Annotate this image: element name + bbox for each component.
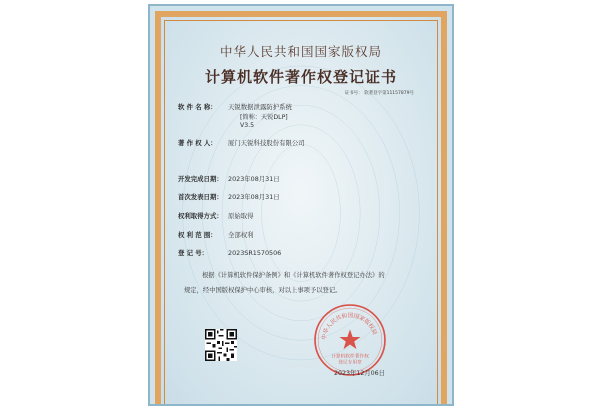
field-software-name [178,102,292,111]
field-value: 2023SR1570506 [228,249,282,257]
field-version: V3.5 [240,122,255,129]
field-short-name: [简称：天锐DLP] [240,114,288,121]
field-label: 登 记 号： [178,249,209,257]
certificate-number: 证书号： 软著登字第11157879号 [344,91,414,96]
field-value: 2023年08月31日 [228,193,280,201]
field-value: 全部权利 [228,231,254,239]
body-text-line-2: 规定，经中国版权保护中心审核，对以上事项予以登记。 [184,287,342,294]
field-label: 首次发表日期： [178,193,223,201]
body-text-line-1: 根据《计算机软件保护条例》和《计算机软件著作权登记办法》的 [202,272,385,279]
issuer-name: 中华人民共和国国家版权局 [219,44,382,59]
field-value: 天锐数据泄露防护系统 [228,103,292,111]
field-value: 原始取得 [228,212,254,220]
field-publication-date [178,192,280,201]
svg-text:计算机软件著作权: 计算机软件著作权 [331,354,369,360]
field-label: 软 件 名 称： [178,103,217,111]
field-label: 权 利 范 围： [178,231,217,239]
field-completion-date [178,174,280,183]
certificate-title: 计算机软件著作权登记证书 [204,68,397,86]
field-acquisition-method [178,211,254,220]
field-value: 2023年08月31日 [228,175,280,183]
certificate [148,4,454,406]
field-label: 著 作 权 人： [178,139,217,147]
field-value: 厦门天锐科技股份有限公司 [228,139,305,147]
field-label: 开发完成日期： [178,175,223,183]
field-registration-number [178,248,281,257]
official-seal-icon [312,302,388,378]
field-copyright-owner [178,138,305,147]
svg-text:中华人民共和国国家版权局: 中华人民共和国国家版权局 [321,313,378,341]
svg-text:登记专用章: 登记专用章 [338,360,362,366]
qr-code-icon [205,329,237,361]
field-label: 权利取得方式： [178,212,223,220]
field-rights-scope [178,230,254,239]
issue-date: 2023年12月06日 [334,370,385,377]
